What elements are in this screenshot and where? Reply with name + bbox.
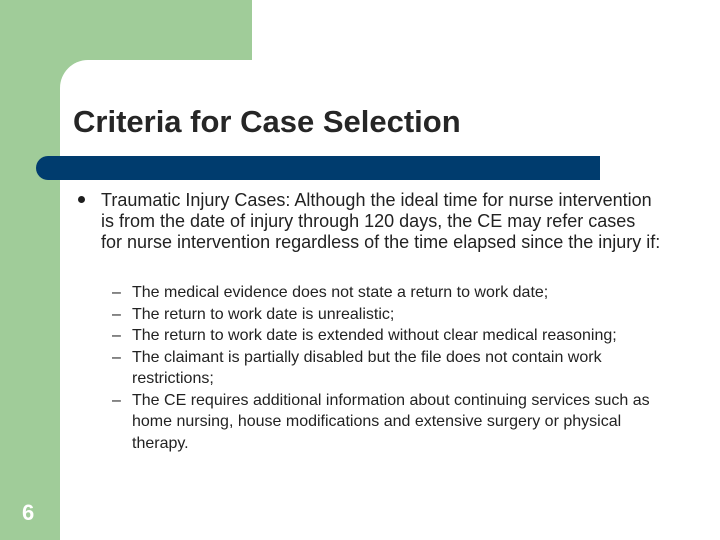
dash-icon: – — [112, 348, 121, 366]
sub-bullet-text: The CE requires additional information about continuing services such as home nursing, house modifications and extensive surgery or physical therapy. — [132, 391, 650, 452]
page-number: 6 — [22, 500, 35, 525]
bullet-dot-icon — [78, 196, 85, 203]
sub-bullet-text: The medical evidence does not state a return to work date; — [132, 284, 549, 301]
sub-bullet-text: The return to work date is extended without clear medical reasoning; — [132, 327, 617, 344]
title-underline-bar — [36, 156, 600, 180]
main-bullet-text: Traumatic Injury Cases: Although the ideal time for nurse intervention is from the date of injury through 120 days, the CE may refer cases for nurse intervention regardless of the time elapsed since the injury if: — [101, 190, 661, 252]
dash-icon: – — [112, 391, 121, 409]
slide-title: Criteria for Case Selection — [73, 104, 461, 139]
sub-bullet-text: The claimant is partially disabled but the file does not contain work restrictions; — [132, 348, 602, 387]
decorative-left-strip — [0, 0, 60, 540]
sub-bullet-text: The return to work date is unrealistic; — [132, 305, 395, 323]
sub-bullet-item — [112, 347, 672, 390]
dash-icon: – — [112, 327, 121, 344]
sub-bullet-item — [112, 390, 672, 455]
sub-bullet-item — [112, 282, 672, 304]
dash-icon: – — [112, 284, 121, 301]
dash-icon: – — [112, 305, 121, 323]
sub-bullet-list — [112, 282, 672, 454]
sub-bullet-item — [112, 304, 672, 326]
sub-bullet-item — [112, 325, 672, 347]
